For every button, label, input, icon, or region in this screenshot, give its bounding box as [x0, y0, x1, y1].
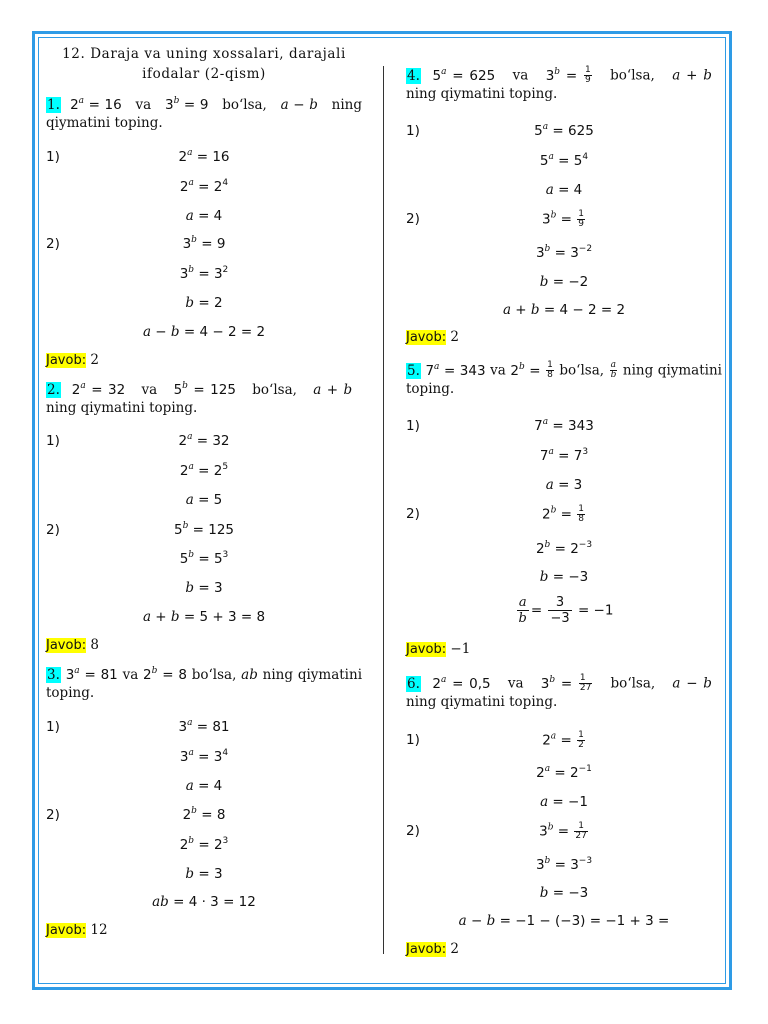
answer-label: Javob: — [406, 330, 447, 345]
step-label: 1) — [46, 149, 60, 165]
p2-eq3: a = 5 — [185, 492, 223, 508]
p4-step2: 2) $3^b$ = $\frac{1}{9}$ — [406, 209, 584, 229]
p5-eq6: b = −3 — [539, 569, 589, 585]
answer-label: Javob: — [46, 923, 87, 938]
p1-step1: 1) $2^a = 16$ — [46, 148, 230, 165]
step-label: 1) — [406, 418, 420, 434]
p3-result: ab = 4 · 3 = 12 — [152, 894, 256, 910]
answer-value: 8 — [90, 637, 99, 653]
p5-result: $\frac{a}{b}$ = $\frac{3}{-3}$ = −1 — [518, 595, 614, 626]
p1-answer — [46, 351, 362, 370]
step-label: 2) — [406, 211, 420, 227]
answer-value: −1 — [450, 641, 471, 657]
p6-answer — [406, 940, 722, 959]
p3-eq5: $2^b = 2^3$ — [179, 836, 229, 853]
p4-eq2: $5^a = 5^4$ — [539, 152, 589, 169]
p6-step2: 2) $3^b$ = $\frac{1}{27}$ — [406, 821, 587, 841]
p2-eq5: $5^b = 5^3$ — [179, 550, 229, 567]
step-label: 1) — [46, 433, 60, 449]
answer-label: Javob: — [46, 353, 87, 368]
p6-eq2: $2^a = 2^{-1}$ — [536, 764, 592, 781]
section-title-line2: ifodalar (2-qism) — [142, 66, 266, 82]
problem-4-statement: 4. $5^a = 625$ va $3^b$ = $\frac{1}{9}$ bo‘lsa, a + b ning qiymatini toping. — [406, 65, 722, 102]
p5-eq2: $7^a = 7^3$ — [539, 447, 589, 464]
p1-step2: 2) $3^b = 9$ — [46, 235, 226, 252]
p1-eq3: a = 4 — [185, 208, 223, 224]
p2-eq6: b = 3 — [185, 580, 223, 596]
p5-eq3: a = 3 — [545, 477, 583, 493]
problem-6-number: 6. — [407, 675, 420, 692]
answer-value: 2 — [90, 352, 99, 368]
p1-eq2: $2^a = 2^4$ — [179, 178, 229, 195]
p1-result: a − b = 4 − 2 = 2 — [142, 324, 266, 340]
step-label: 2) — [46, 807, 60, 823]
p5-step1: 1) $7^a = 343$ — [406, 417, 594, 434]
problem-2-number: 2. — [47, 382, 60, 398]
p5-step2: 2) $2^b$ = $\frac{1}{8}$ — [406, 504, 584, 524]
problem-3-number: 3. — [47, 667, 60, 683]
p4-eq3: a = 4 — [545, 182, 583, 198]
p4-step1: 1) $5^a = 625$ — [406, 122, 594, 139]
p2-answer — [46, 636, 362, 655]
step-label: 1) — [406, 732, 420, 748]
p2-step1: 1) $2^a = 32$ — [46, 432, 230, 449]
p3-eq6: b = 3 — [185, 866, 223, 882]
p6-result: a − b = −1 − (−3) = −1 + 3 = — [458, 913, 670, 929]
p6-eq5: $3^b = 3^{-3}$ — [535, 856, 593, 873]
p6-eq6: b = −3 — [539, 885, 589, 901]
p5-answer — [406, 640, 722, 659]
problem-1-statement: 1. $2^a = 16$ va $3^b = 9$ bo‘lsa, a − b ning qiymatini toping. — [46, 96, 362, 131]
p3-eq3: a = 4 — [185, 778, 223, 794]
p3-step2: 2) $2^b = 8$ — [46, 806, 226, 823]
p3-answer — [46, 921, 362, 940]
problem-2-statement: 2. $2^a = 32$ va $5^b = 125$ bo‘lsa, a + b ning qiymatini toping. — [46, 381, 362, 416]
step-label: 1) — [46, 719, 60, 735]
p4-answer — [406, 328, 722, 347]
answer-label: Javob: — [46, 638, 87, 653]
answer-value: 2 — [450, 941, 459, 957]
p2-eq2: $2^a = 2^5$ — [179, 462, 229, 479]
p1-eq5: $3^b = 3^2$ — [179, 265, 229, 282]
p2-step2: 2) $5^b = 125$ — [46, 521, 235, 538]
step-label: 2) — [406, 506, 420, 522]
step-label: 2) — [46, 236, 60, 252]
problem-5-number: 5. — [407, 362, 420, 379]
p6-eq3: a = −1 — [540, 794, 588, 810]
answer-value: 12 — [90, 922, 108, 938]
step-label: 2) — [46, 522, 60, 538]
section-title — [46, 44, 362, 84]
problem-3-statement: 3. $3^a = 81$ va $2^b = 8$ bo‘lsa, ab ning qiymatini toping. — [46, 666, 363, 701]
step-label: 1) — [406, 123, 420, 139]
column-divider — [383, 66, 384, 954]
section-title-line1: 12. Daraja va uning xossalari, darajali — [62, 46, 346, 62]
p4-result: a + b = 4 − 2 = 2 — [502, 302, 626, 318]
p3-eq2: $3^a = 3^4$ — [179, 748, 229, 765]
p5-eq5: $2^b = 2^{-3}$ — [535, 540, 593, 557]
problem-5-statement: 5. $7^a = 343$ va $2^b$ = $\frac{1}{8}$ bo‘lsa, $\frac{a}{b}$ ning qiymatini toping. — [406, 360, 722, 397]
problem-1-number: 1. — [47, 97, 60, 113]
p6-step1: 1) $2^a$ = $\frac{1}{2}$ — [406, 730, 584, 750]
p4-eq6: b = −2 — [539, 274, 589, 290]
step-label: 2) — [406, 823, 420, 839]
answer-label: Javob: — [406, 642, 447, 657]
p4-eq5: $3^b = 3^{-2}$ — [535, 244, 593, 261]
problem-6-statement: 6. $2^a = 0,5$ va $3^b$ = $\frac{1}{27}$ bo‘lsa, a − b ning qiymatini toping. — [406, 673, 722, 710]
p3-step1: 1) $3^a = 81$ — [46, 718, 230, 735]
p2-result: a + b = 5 + 3 = 8 — [142, 609, 266, 625]
p1-eq6: b = 2 — [185, 295, 223, 311]
answer-value: 2 — [450, 329, 459, 345]
answer-label: Javob: — [406, 942, 447, 957]
problem-4-number: 4. — [407, 67, 420, 84]
